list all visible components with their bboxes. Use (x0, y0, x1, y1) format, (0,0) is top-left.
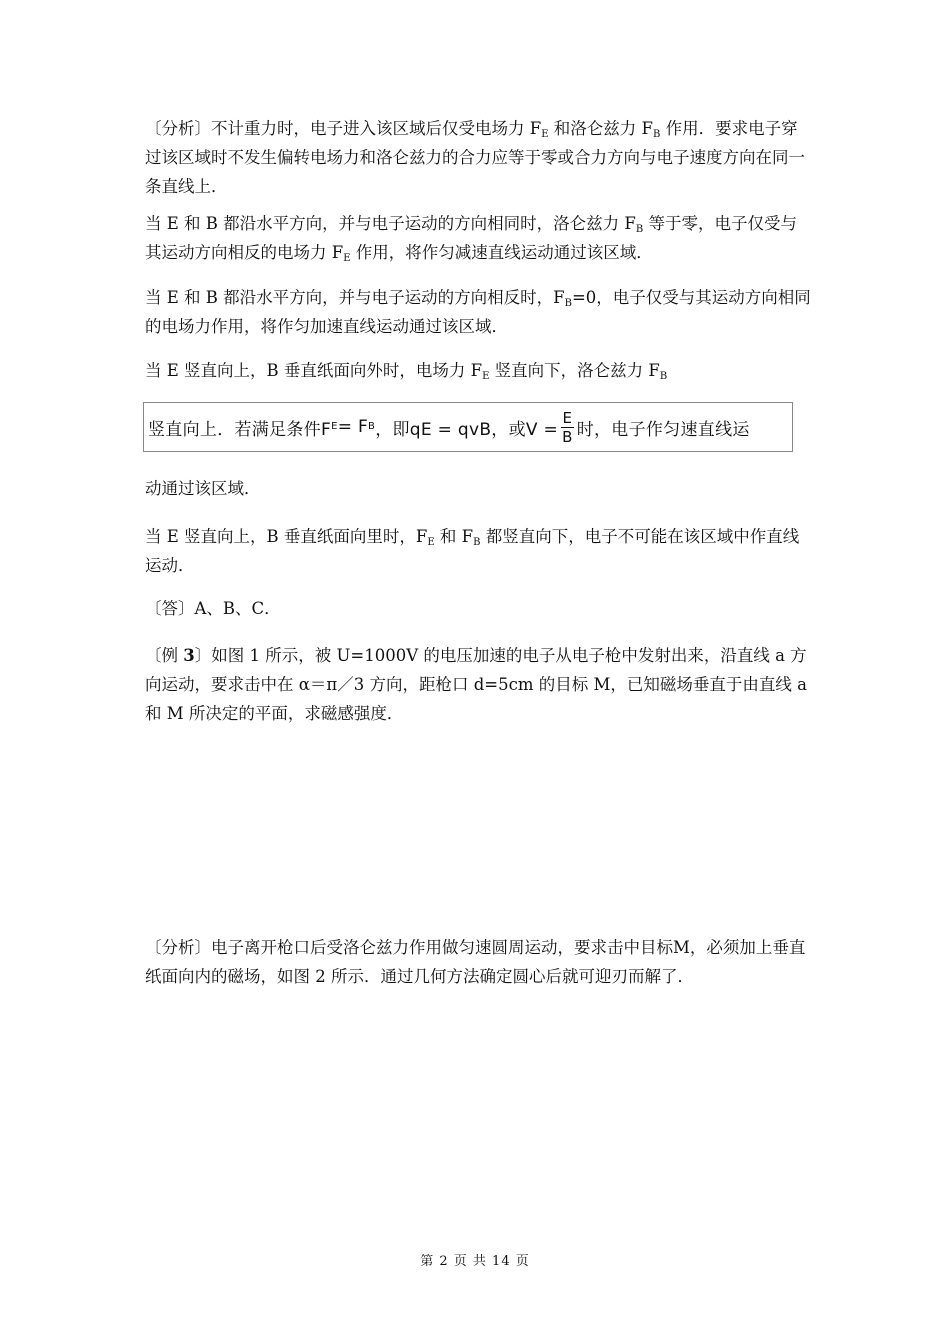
analysis-paragraph-1: 〔分析〕不计重力时，电子进入该区域后仅受电场力 $F_E$ 和洛仑兹力 $F_B$ 作用．要求电子穿过该区域时不发生偏转电场力和洛仑兹力的合力应等于零或合力方向与电子速度方向在同一条直线上． (145, 119, 805, 196)
case-outward-field-paragraph: 当 E 竖直向上，B 垂直纸面向外时，电场力 $F_E$ 竖直向下，洛仑兹力 $F_B$ (145, 361, 668, 382)
continuation-line: 动通过该区域． (145, 479, 261, 498)
fraction-e-over-b: $\frac{E}{B}$ (562, 408, 573, 446)
equation-image-box: 竖直向上．若满足条件F E = F B ，即qE = qvB，或V = $\frac{E}{B}$ 时，电子作匀速直线运 (143, 402, 793, 452)
case-inward-field-paragraph: 当 E 竖直向上，B 垂直纸面向里时，$F_E$ 和 $F_B$ 都竖直向下，电子不可能在该区域中作直线运动． (145, 527, 800, 575)
answer-line: 〔答〕A、B、C． (145, 599, 281, 618)
case-same-direction-paragraph: 当 E 和 B 都沿水平方向，并与电子运动的方向相同时，洛仑兹力 $F_B$ 等于零，电子仅受与其运动方向相反的电场力 $F_E$ 作用，将作匀减速直线运动通过该区域． (145, 214, 797, 264)
page-footer: 第 2 页 共 14 页 (420, 1254, 530, 1269)
case-opposite-direction-paragraph: 当 E 和 B 都沿水平方向，并与电子运动的方向相反时，$F_B=0$，电子仅受与其运动方向相同的电场力作用，将作匀加速直线运动通过该区域． (145, 288, 811, 336)
example-3-paragraph: 〔例 3〕如图 1 所示，被 U=1000V 的电压加速的电子从电子枪中发射出来，沿直线 a 方向运动，要求击中在 α＝π／3 方向，距枪口 d=5cm 的目标 M，已知磁场垂直于由直线 a 和 M 所决定的平面，求磁感强度． (145, 646, 807, 723)
analysis-paragraph-2: 〔分析〕电子离开枪口后受洛仑兹力作用做匀速圆周运动，要求击中目标M，必须加上垂直纸面向内的磁场，如图 2 所示．通过几何方法确定圆心后就可迎刃而解了． (145, 938, 806, 986)
